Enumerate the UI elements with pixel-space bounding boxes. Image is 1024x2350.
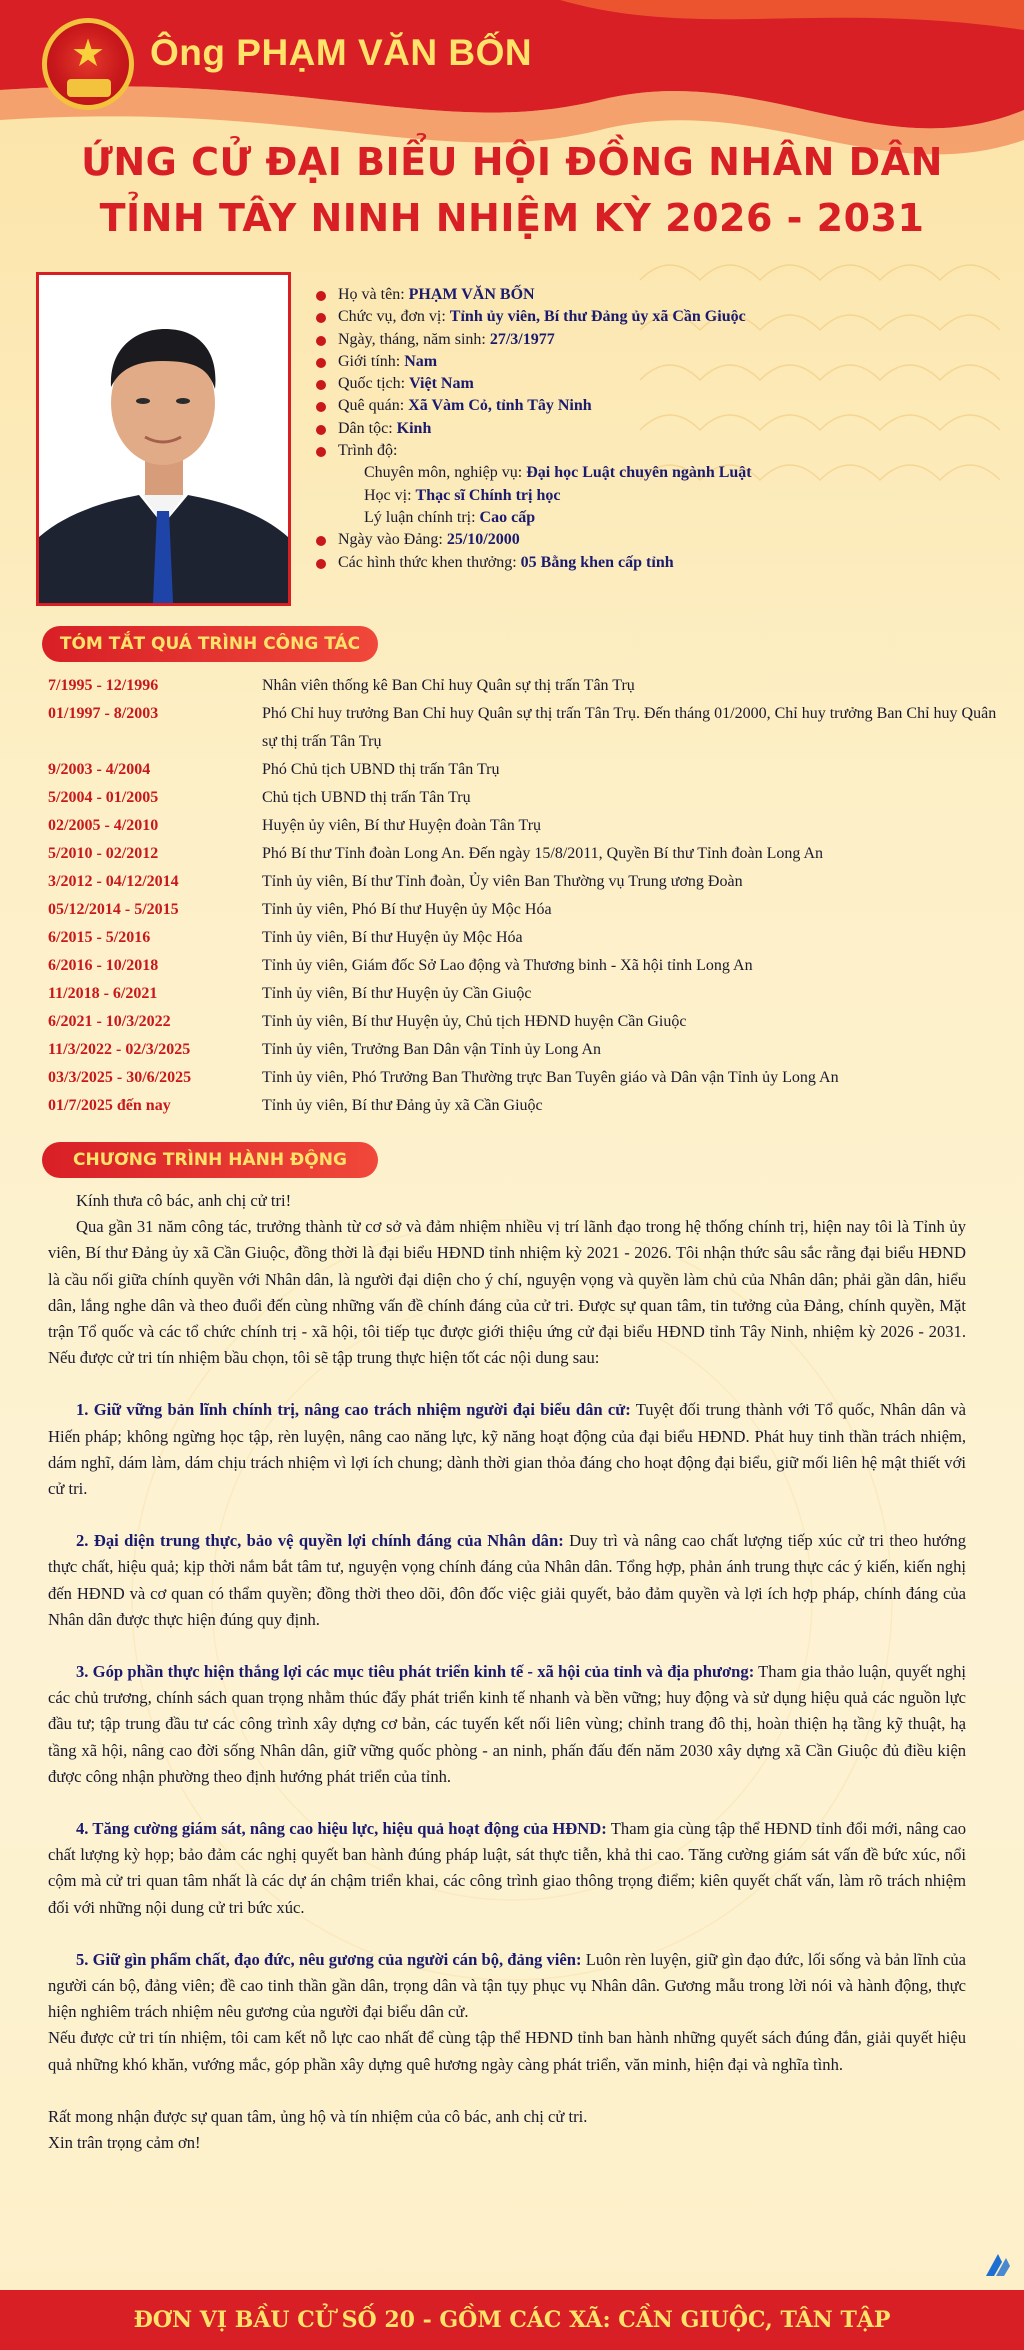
bullet-icon — [316, 358, 326, 368]
bullet-icon — [316, 425, 326, 435]
action-point: 2. Đại diện trung thực, bảo vệ quyền lợi chính đáng của Nhân dân: Duy trì và nâng cao chất lượng tiếp xúc cử tri theo hướng thực chất, hiệu quả; kịp thời nắm bắt tâm tư, nguyện vọng chính đáng của Nhân dân. Tổng hợp, phản ánh trung thực các ý kiến, kiến nghị đến HĐND và cơ quan có thẩm quyền; đồng thời theo dõi, đôn đốc việc giải quyết, bảo đảm quyền và lợi ích hợp pháp, chính đáng của Nhân dân được thực hiện đúng quy định. — [48, 1531, 967, 1629]
profile-row: Ngày, tháng, năm sinh: 27/3/1977 — [316, 329, 996, 351]
bullet-icon — [316, 402, 326, 412]
profile-row: Quốc tịch: Việt Nam — [316, 373, 996, 395]
work-history-row: 9/2003 - 4/2004 Phó Chủ tịch UBND thị trấn Tân Trụ — [48, 761, 500, 778]
work-history-row: 6/2021 - 10/3/2022 Tỉnh ủy viên, Bí thư Huyện ủy, Chủ tịch HĐND huyện Cần Giuộc — [48, 1013, 687, 1030]
profile-row: Quê quán: Xã Vàm Cỏ, tỉnh Tây Ninh — [316, 395, 996, 417]
intro-paragraph: Qua gần 31 năm công tác, trưởng thành từ cơ sở và đảm nhiệm nhiều vị trí lãnh đạo trong hệ thống chính trị, hiện nay tôi là Tỉnh ủy viên, Bí thư Đảng ủy xã Cần Giuộc, đồng thời là đại biểu HĐND tỉnh nhiệm kỳ 2021 - 2026. Tôi nhận thức sâu sắc rằng đại biểu HĐND là cầu nối giữa chính quyền với Nhân dân, là người đại diện cho ý chí, nguyện vọng và quyền làm chủ của Nhân dân; phải gần dân, hiểu dân, lắng nghe dân và theo đuổi đến cùng những vấn đề chính đáng của cử tri. Được sự quan tâm, tin tưởng của Đảng, chính quyền, Mặt trận Tổ quốc và các tổ chức chính trị - xã hội, tôi tiếp tục được giới thiệu ứng cử đại biểu HĐND tỉnh Tây Ninh, nhiệm kỳ 2026 - 2031. Nếu được cử tri tín nhiệm bầu chọn, tôi sẽ tập trung thực hiện tốt các nội dung sau: — [48, 1217, 966, 1368]
greeting: Kính thưa cô bác, anh chị cử tri! — [76, 1191, 292, 1210]
bullet-icon — [316, 559, 326, 569]
work-history-row: 3/2012 - 04/12/2014 Tỉnh ủy viên, Bí thư Tỉnh đoàn, Ủy viên Ban Thường vụ Trung ương Đoàn — [48, 873, 743, 890]
bullet-icon — [316, 291, 326, 301]
profile-subrow: Học vị: Thạc sĩ Chính trị học — [364, 486, 561, 504]
work-history-row: 6/2016 - 10/2018 Tỉnh ủy viên, Giám đốc Sở Lao động và Thương binh - Xã hội tỉnh Long An — [48, 957, 753, 974]
candidate-photo — [36, 272, 291, 606]
national-emblem-icon: ★ — [42, 18, 134, 110]
work-history-heading: TÓM TẮT QUÁ TRÌNH CÔNG TÁC — [42, 626, 378, 662]
title-line-1: ỨNG CỬ ĐẠI BIỂU HỘI ĐỒNG NHÂN DÂN — [81, 140, 943, 184]
profile-subrow: Chuyên môn, nghiệp vụ: Đại học Luật chuyên ngành Luật — [364, 464, 752, 482]
work-history-row: 11/2018 - 6/2021 Tỉnh ủy viên, Bí thư Huyện ủy Cần Giuộc — [48, 985, 532, 1002]
profile-info — [316, 284, 996, 574]
work-history-row: 02/2005 - 4/2010 Huyện ủy viên, Bí thư Huyện đoàn Tân Trụ — [48, 817, 542, 834]
work-history-row: 5/2004 - 01/2005 Chủ tịch UBND thị trấn Tân Trụ — [48, 789, 471, 806]
work-history-row: 05/12/2014 - 5/2015 Tỉnh ủy viên, Phó Bí thư Huyện ủy Mộc Hóa — [48, 901, 552, 918]
action-program-body — [48, 1188, 966, 2156]
footer-banner: ĐƠN VỊ BẦU CỬ SỐ 20 - GỒM CÁC XÃ: CẦN GIUỘC, TÂN TẬP — [0, 2290, 1024, 2350]
action-program-heading: CHƯƠNG TRÌNH HÀNH ĐỘNG — [42, 1142, 378, 1178]
work-history-row: 6/2015 - 5/2016 Tỉnh ủy viên, Bí thư Huyện ủy Mộc Hóa — [48, 929, 523, 946]
work-history-row: 5/2010 - 02/2012 Phó Bí thư Tỉnh đoàn Long An. Đến ngày 15/8/2011, Quyền Bí thư Tỉnh đoàn Long An — [48, 845, 824, 862]
profile-subrow: Lý luận chính trị: Cao cấp — [364, 508, 536, 526]
closing-thanks: Xin trân trọng cảm ơn! — [48, 2133, 201, 2153]
candidate-name-header: Ông PHẠM VĂN BỐN — [150, 32, 533, 73]
profile-row: Trình độ: — [316, 440, 996, 462]
work-history-list — [48, 672, 998, 1120]
action-point: 1. Giữ vững bản lĩnh chính trị, nâng cao trách nhiệm người đại biểu dân cử: Tuyệt đối trung thành với Tổ quốc, Nhân dân và Hiến pháp; không ngừng học tập, rèn luyện, nâng cao năng lực, kỹ năng hoạt động của đại biểu HĐND. Phát huy tinh thần trách nhiệm, dám nghĩ, dám làm, dám chịu trách nhiệm vì lợi ích chung; dành thời gian thỏa đáng cho hoạt động đại biểu, giữ mối liên hệ mật thiết với cử tri. — [48, 1400, 967, 1499]
profile-row: Chức vụ, đơn vị: Tỉnh ủy viên, Bí thư Đảng ủy xã Cần Giuộc — [316, 306, 996, 328]
bullet-icon — [316, 336, 326, 346]
publisher-logo-icon — [982, 2248, 1014, 2280]
action-point: 5. Giữ gìn phẩm chất, đạo đức, nêu gương của người cán bộ, đảng viên: Luôn rèn luyện, giữ gìn đạo đức, lối sống và bản lĩnh của người cán bộ, đảng viên; đề cao tinh thần gần dân, trọng dân và tận tụy phục vụ Nhân dân. Gương mẫu trong lời nói và hành động, thực hiện nghiêm trách nhiệm nêu gương của người đại biểu dân cử. — [48, 1949, 966, 2022]
profile-row: Giới tính: Nam — [316, 351, 996, 373]
bullet-icon — [316, 447, 326, 457]
profile-row: Họ và tên: PHẠM VĂN BỐN — [316, 284, 996, 306]
bullet-icon — [316, 380, 326, 390]
bullet-icon — [316, 536, 326, 546]
work-history-row: 7/1995 - 12/1996 Nhân viên thống kê Ban Chỉ huy Quân sự thị trấn Tân Trụ — [48, 677, 635, 694]
bullet-icon — [316, 313, 326, 323]
profile-row: Dân tộc: Kinh — [316, 418, 996, 440]
work-history-row: 11/3/2022 - 02/3/2025 Tỉnh ủy viên, Trưởng Ban Dân vận Tỉnh ủy Long An — [48, 1041, 602, 1058]
work-history-row: 01/7/2025 đến nay Tỉnh ủy viên, Bí thư Đảng ủy xã Cần Giuộc — [48, 1097, 543, 1114]
closing-paragraph: Nếu được cử tri tín nhiệm, tôi cam kết nỗ lực cao nhất để cùng tập thể HĐND tỉnh ban hành những quyết sách đúng đắn, giải quyết hiệu quả những khó khăn, vướng mắc, góp phần xây dựng quê hương ngày càng phát triển, văn minh, hiện đại và nghĩa tình. — [48, 2028, 966, 2074]
work-history-row: 01/1997 - 8/2003 Phó Chỉ huy trưởng Ban Chỉ huy Quân sự thị trấn Tân Trụ. Đến tháng 01/2000, Chỉ huy trưởng Ban Chỉ huy Quân sự thị trấn Tân Trụ — [48, 705, 997, 750]
action-point: 3. Góp phần thực hiện thắng lợi các mục tiêu phát triển kinh tế - xã hội của tỉnh và địa phương: Tham gia thảo luận, quyết nghị các chủ trương, chính sách quan trọng nhằm thúc đẩy phát triển kinh tế nhanh và bền vững; huy động và sử dụng hiệu quả các nguồn lực đầu tư; tập trung đầu tư các công trình xây dựng cơ bản, các tuyến kết nối liên vùng; chỉnh trang đô thị, hoàn thiện hạ tầng kỹ thuật, hạ tầng xã hội, nâng cao đời sống Nhân dân, giữ vững quốc phòng - an ninh, phấn đấu đến năm 2030 xây dựng xã Cần Giuộc đủ điều kiện được công nhận phường theo định hướng phát triển của tỉnh. — [48, 1662, 966, 1786]
work-history-row: 03/3/2025 - 30/6/2025 Tỉnh ủy viên, Phó Trưởng Ban Thường trực Ban Tuyên giáo và Dân vận Tỉnh ủy Long An — [48, 1069, 839, 1086]
header — [0, 0, 1024, 150]
title-line-2: TỈNH TÂY NINH NHIỆM KỲ 2026 - 2031 — [99, 196, 925, 240]
profile-row: Ngày vào Đảng: 25/10/2000 — [316, 529, 996, 551]
closing-request: Rất mong nhận được sự quan tâm, ủng hộ và tín nhiệm của cô bác, anh chị cử tri. — [48, 2106, 588, 2126]
action-point: 4. Tăng cường giám sát, nâng cao hiệu lực, hiệu quả hoạt động của HĐND: Tham gia cùng tập thể HĐND tỉnh đổi mới, nâng cao chất lượng kỳ họp; bảo đảm các nghị quyết ban hành đúng pháp luật, sát thực tiễn, khả thi cao. Tăng cường giám sát vấn đề bức xúc, nổi cộm mà cử tri quan tâm nhất là các dự án chậm triển khai, các công trình giao thông trọng điểm; kiên quyết chất vấn, làm rõ trách nhiệm đối với những nội dung cử tri bức xúc. — [48, 1819, 966, 1917]
profile-row: Các hình thức khen thưởng: 05 Bằng khen cấp tỉnh — [316, 552, 996, 574]
